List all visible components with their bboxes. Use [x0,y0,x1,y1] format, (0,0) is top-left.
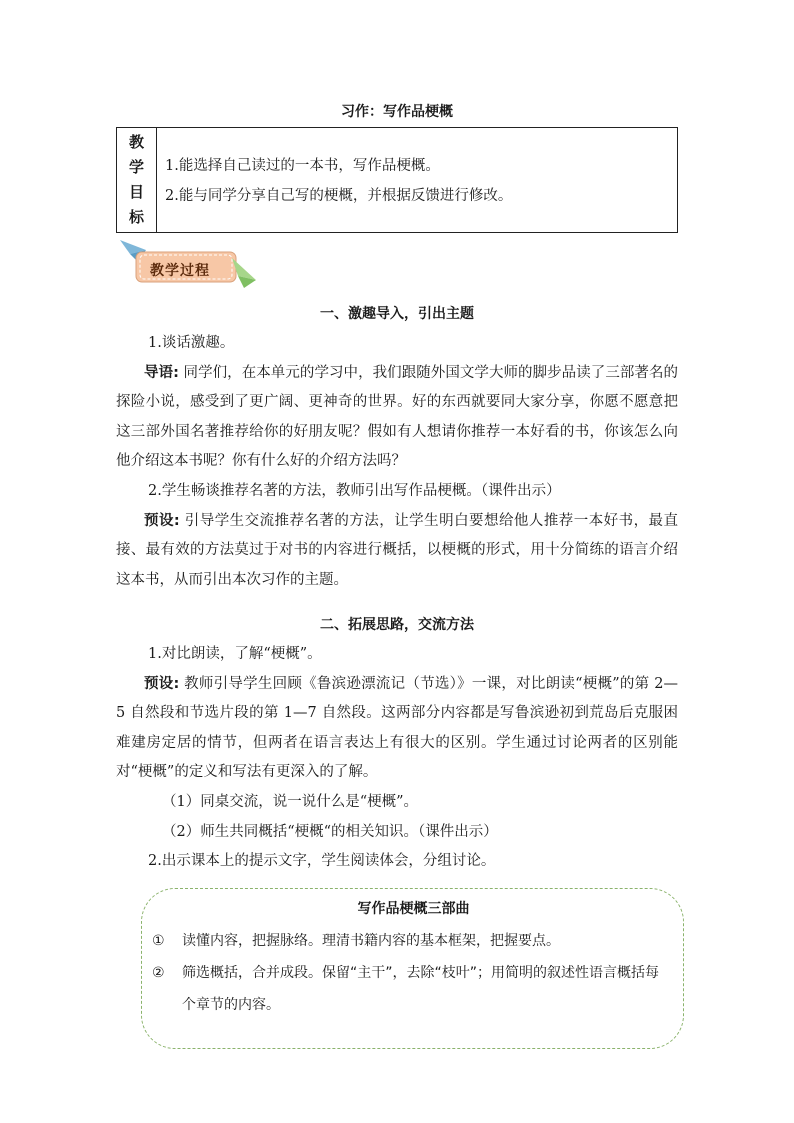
list-item: 1.对比朗读，了解“梗概”。 [148,646,322,662]
goals-label-char: 标 [128,208,144,226]
teaching-process-banner [116,236,260,292]
section-heading: 二、拓展思路，交流方法 [320,617,474,633]
teaching-goals-list [157,128,512,232]
tip-number: ② [152,965,165,981]
page-title: 习作：写作品梗概 [341,104,453,120]
teaching-goals-table [116,127,678,233]
tip-item [152,925,672,957]
tips-box [141,888,684,1049]
goal-item: 2.能与同学分享自己写的梗概，并根据反馈进行修改。 [165,188,513,204]
tips-list [152,925,672,1021]
tip-number: ① [152,933,165,949]
section-heading: 一、激趣导入，引出主题 [320,306,474,322]
goals-label-char: 学 [128,158,144,176]
preset-label: 预设: [144,675,180,692]
list-item: 2.学生畅谈推荐名著的方法，教师引出写作品梗概。（课件出示） [148,482,561,499]
guide-text: 同学们，在本单元的学习中，我们跟随外国文学大师的脚步品读了三部著名的探险小说，感受到了更广阔、更神奇的世界。好的东西就要同大家分享，你愿不愿意把这三部外国名著推荐给你的好朋友呢？假如有人想请你推荐一本好看的书，你该怎么向他介绍这本书呢？你有什么好的介绍方法吗？ [116,364,678,470]
list-item: 2.出示课本上的提示文字，学生阅读体会，分组讨论。 [148,853,496,870]
preset-label: 预设: [144,512,180,529]
preset-text: 引导学生交流推荐名著的方法，让学生明白要想给他人推荐一本好书，最直接、最有效的方法莫过于对书的内容进行概括，以梗概的形式，用十分简练的语言介绍这本书，从而引出本次习作的主题。 [116,512,678,588]
sub-item: （1）同桌交流，说一说什么是“梗概”。 [162,793,419,810]
list-item: 1.谈话激趣。 [148,335,235,351]
preset-paragraph [116,507,678,596]
section2-body [116,640,678,877]
tip-text: 读懂内容，把握脉络。理清书籍内容的基本框架，把握要点。 [182,933,560,949]
preset-paragraph [116,670,678,788]
section1-body [116,329,678,595]
goals-label-char: 教 [128,133,144,151]
sub-item: （2）师生共同概括“梗概“的相关知识。（课件出示） [162,823,498,840]
tips-box-title: 写作品梗概三部曲 [357,901,470,917]
tip-text: 筛选概括，合并成段。保留“主干”，去除“枝叶”；用简明的叙述性语言概括每个章节的内容。 [182,965,660,1013]
preset-text: 教师引导学生回顾《鲁滨逊漂流记（节选）》一课，对比朗读“梗概”的第 2—5 自然段和节选片段的第 1—7 自然段。这两部分内容都是写鲁滨逊初到荒岛后克服困难建房定居的情节，但两者在语言表达上有很大的区别。学生通过讨论两者的区别能对“梗概”的定义和写法有更深入的了解。 [116,675,678,781]
banner-label: 教学过程 [150,263,210,279]
goals-label-char: 目 [128,183,144,201]
goal-item: 1.能选择自己读过的一本书，写作品梗概。 [165,158,440,174]
tip-item [152,957,672,1021]
guide-paragraph [116,359,678,477]
teaching-goals-label [117,128,157,232]
guide-label: 导语: [144,364,179,381]
